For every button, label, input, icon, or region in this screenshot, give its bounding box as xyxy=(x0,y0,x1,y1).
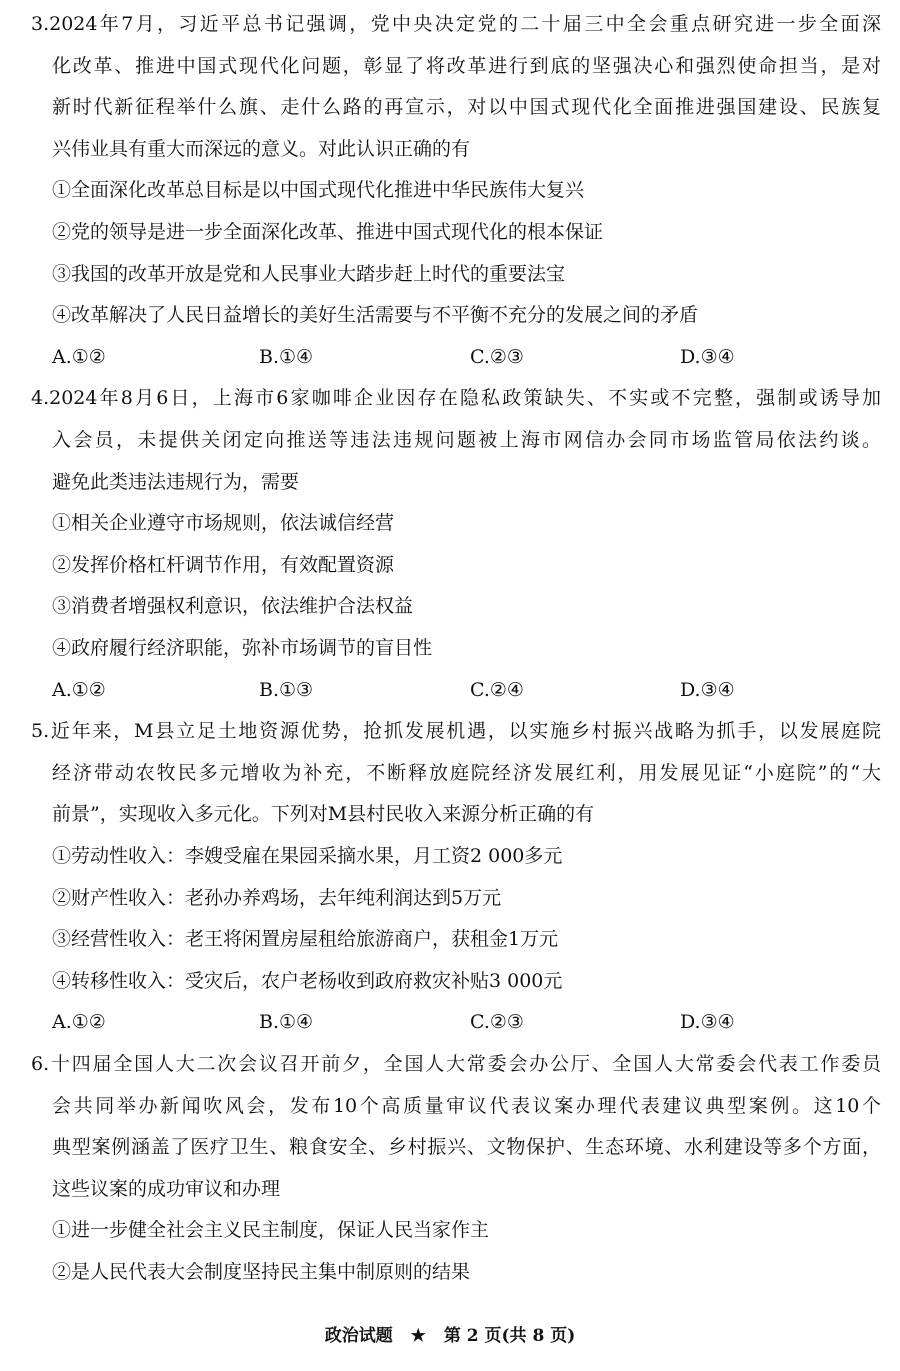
answer-choice[interactable]: B.①③ xyxy=(259,678,314,701)
answer-choice[interactable]: D.③④ xyxy=(680,345,735,368)
statement-option: ④政府履行经济职能，弥补市场调节的盲目性 xyxy=(52,637,433,659)
statement-option: ③经营性收入：老王将闲置房屋租给旅游商户，获租金1万元 xyxy=(52,928,559,951)
question-stem-line: 入会员，未提供关闭定向推送等违法违规问题被上海市网信办会同市场监管局依法约谈。 xyxy=(52,429,881,451)
question-stem-line: 4.2024年8月6日，上海市6家咖啡企业因存在隐私政策缺失、不实或不完整，强制或诱导加 xyxy=(31,387,881,410)
statement-option: ①全面深化改革总目标是以中国式现代化推进中华民族伟大复兴 xyxy=(52,179,585,202)
question-stem-line: 前景”，实现收入多元化。下列对M县村民收入来源分析正确的有 xyxy=(52,803,595,826)
question-stem-line: 这些议案的成功审议和办理 xyxy=(52,1177,281,1200)
page-footer xyxy=(0,1318,900,1354)
statement-option: ①相关企业遵守市场规则，依法诚信经营 xyxy=(52,512,395,535)
answer-choice[interactable]: B.①④ xyxy=(259,1011,314,1034)
answer-choice[interactable]: D.③④ xyxy=(680,1011,735,1034)
star-icon: ★ xyxy=(410,1326,426,1346)
statement-option: ③我国的改革开放是党和人民事业大踏步赶上时代的重要法宝 xyxy=(52,262,566,285)
statement-option: ②发挥价格杠杆调节作用，有效配置资源 xyxy=(52,553,395,576)
statement-option: ①劳动性收入：李嫂受雇在果园采摘水果，月工资2 000多元 xyxy=(52,845,563,867)
question-stem-line: 会共同举办新闻吹风会，发布10个高质量审议代表议案办理代表建议典型案例。这10个 xyxy=(52,1094,881,1117)
question-stem-line: 5.近年来，M县立足土地资源优势，抢抓发展机遇，以实施乡村振兴战略为抓手，以发展庭院 xyxy=(31,720,881,743)
statement-option: ③消费者增强权利意识，依法维护合法权益 xyxy=(52,595,414,618)
answer-choice[interactable]: C.②③ xyxy=(470,345,524,368)
answer-choice[interactable]: B.①④ xyxy=(259,345,314,368)
question-stem-line: 经济带动农牧民多元增收为补充，不断释放庭院经济发展红利，用发展见证“小庭院”的“大 xyxy=(52,761,881,784)
statement-option: ④改革解决了人民日益增长的美好生活需要与不平衡不充分的发展之间的矛盾 xyxy=(52,304,699,327)
answer-choice[interactable]: A.①② xyxy=(52,678,106,701)
statement-option: ②财产性收入：老孙办养鸡场，去年纯利润达到5万元 xyxy=(52,886,502,909)
footer-subject: 政治试题 xyxy=(324,1326,393,1346)
footer-page-number: 第 2 页(共 8 页) xyxy=(443,1326,576,1346)
answer-choice[interactable]: C.②③ xyxy=(470,1011,524,1034)
question-stem-line: 典型案例涵盖了医疗卫生、粮食安全、乡村振兴、文物保护、生态环境、水利建设等多个方面， xyxy=(52,1136,881,1159)
answer-choice[interactable]: A.①② xyxy=(52,345,106,368)
question-stem-line: 6.十四届全国人大二次会议召开前夕，全国人大常委会办公厅、全国人大常委会代表工作委员 xyxy=(31,1053,881,1075)
statement-option: ①进一步健全社会主义民主制度，保证人民当家作主 xyxy=(52,1219,490,1242)
question-stem-line: 兴伟业具有重大而深远的意义。对此认识正确的有 xyxy=(52,137,471,160)
answer-choice[interactable]: A.①② xyxy=(52,1011,106,1034)
question-stem-line: 避免此类违法违规行为，需要 xyxy=(52,470,300,493)
answer-choice[interactable]: C.②④ xyxy=(470,678,524,701)
statement-option: ②是人民代表大会制度坚持民主集中制原则的结果 xyxy=(52,1261,471,1283)
question-stem-line: 3.2024年7月，习近平总书记强调，党中央决定党的二十届三中全会重点研究进一步全面深 xyxy=(31,13,881,35)
statement-option: ②党的领导是进一步全面深化改革、推进中国式现代化的根本保证 xyxy=(52,221,604,243)
question-stem-line: 化改革、推进中国式现代化问题，彰显了将改革进行到底的坚强决心和强烈使命担当，是对 xyxy=(52,54,881,77)
statement-option: ④转移性收入：受灾后，农户老杨收到政府救灾补贴3 000元 xyxy=(52,969,563,992)
question-stem-line: 新时代新征程举什么旗、走什么路的再宣示，对以中国式现代化全面推进强国建设、民族复 xyxy=(52,96,881,119)
answer-choice[interactable]: D.③④ xyxy=(680,678,735,701)
